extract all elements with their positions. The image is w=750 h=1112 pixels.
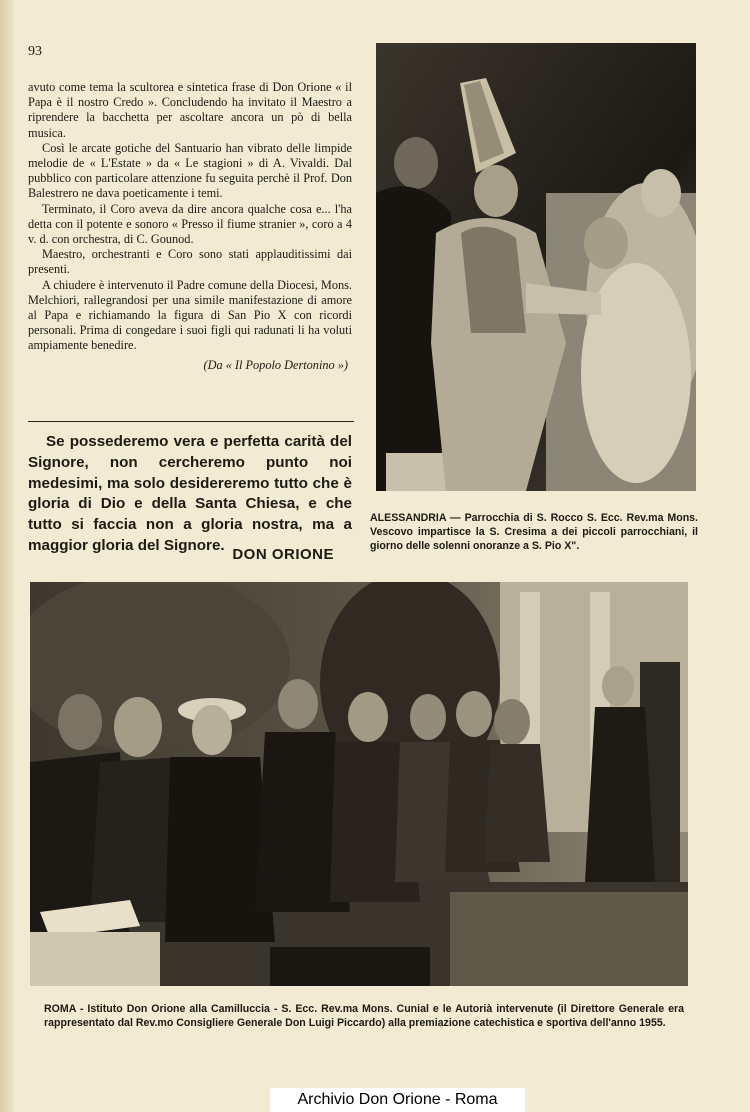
- page-number: 93: [28, 44, 42, 59]
- article-paragraph: Così le arcate gotiche del Santuario han vibrato delle limpide melodie de « L'Estate » da « Le stagioni » di A. Vivaldi. Dal pubblico con particolare attenzione fu seguita perchè il Prof. Don Balestrero ne dava poeticamente i temi.: [28, 140, 352, 201]
- article-paragraph: avuto come tema la scultorea e sintetica frase di Don Orione « il Papa è il nostro Credo ». Concludendo ha invitato il Maestro a riprendere la bacchetta per ascoltare ancora un pò di bella musica.: [28, 80, 352, 140]
- article-paragraph: Maestro, orchestranti e Coro sono stati applauditissimi dai presenti.: [28, 247, 352, 277]
- award-ceremony-photo: [30, 582, 688, 986]
- award-ceremony-photo-illustration: [30, 582, 688, 986]
- article-paragraph: A chiudere è intervenuto il Padre comune della Diocesi, Mons. Melchiori, rallegrandosi per una simile manifestazione di amore al Papa e richiamando la figura di San Pio X con ricordi personali. Prima di congedare i suoi figli qui radunati li ha voluti ampiamente benedire.: [28, 277, 352, 353]
- don-orione-quote: Se possederemo vera e perfetta carità del Signore, non cercheremo punto noi medesimi, ma solo desidereremo tutto che è gloria di Dio e della Santa Chiesa, e che tutto si faccia non a gloria nostra, ma a maggior gloria del Signore.: [28, 433, 352, 554]
- confirmation-photo-caption: ALESSANDRIA — Parrocchia di S. Rocco S. Ecc. Rev.ma Mons. Vescovo impartisce la S. Cresima a dei piccoli parrocchiani, il giorno delle solenni onoranze a S. Pio X".: [370, 512, 698, 552]
- article-paragraph: Terminato, il Coro aveva da dire ancora qualche cosa e... l'ha detta con il potente e sonoro « Presso il fiume stranier », coro a 4 v. d. con orchestra, di C. Gounod.: [28, 201, 352, 247]
- quote-author: DON ORIONE: [232, 546, 334, 563]
- article-source: (Da « Il Popolo Dertonino »): [203, 357, 348, 372]
- page-binding-edge: [0, 0, 14, 1112]
- confirmation-photo-illustration: [376, 43, 696, 491]
- award-ceremony-photo-caption: ROMA - Istituto Don Orione alla Camilluccia - S. Ecc. Rev.ma Mons. Cunial e le Autorià intervenute (il Direttore Generale era rappresentato dal Rev.mo Consigliere Generale Don Luigi Piccardo) alla premiazione catechistica e sportiva dell'anno 1955.: [44, 1003, 684, 1029]
- archive-credit-label: Archivio Don Orione - Roma: [270, 1088, 525, 1112]
- section-divider: [28, 421, 354, 422]
- article-text: [28, 80, 352, 373]
- confirmation-photo: [376, 43, 696, 491]
